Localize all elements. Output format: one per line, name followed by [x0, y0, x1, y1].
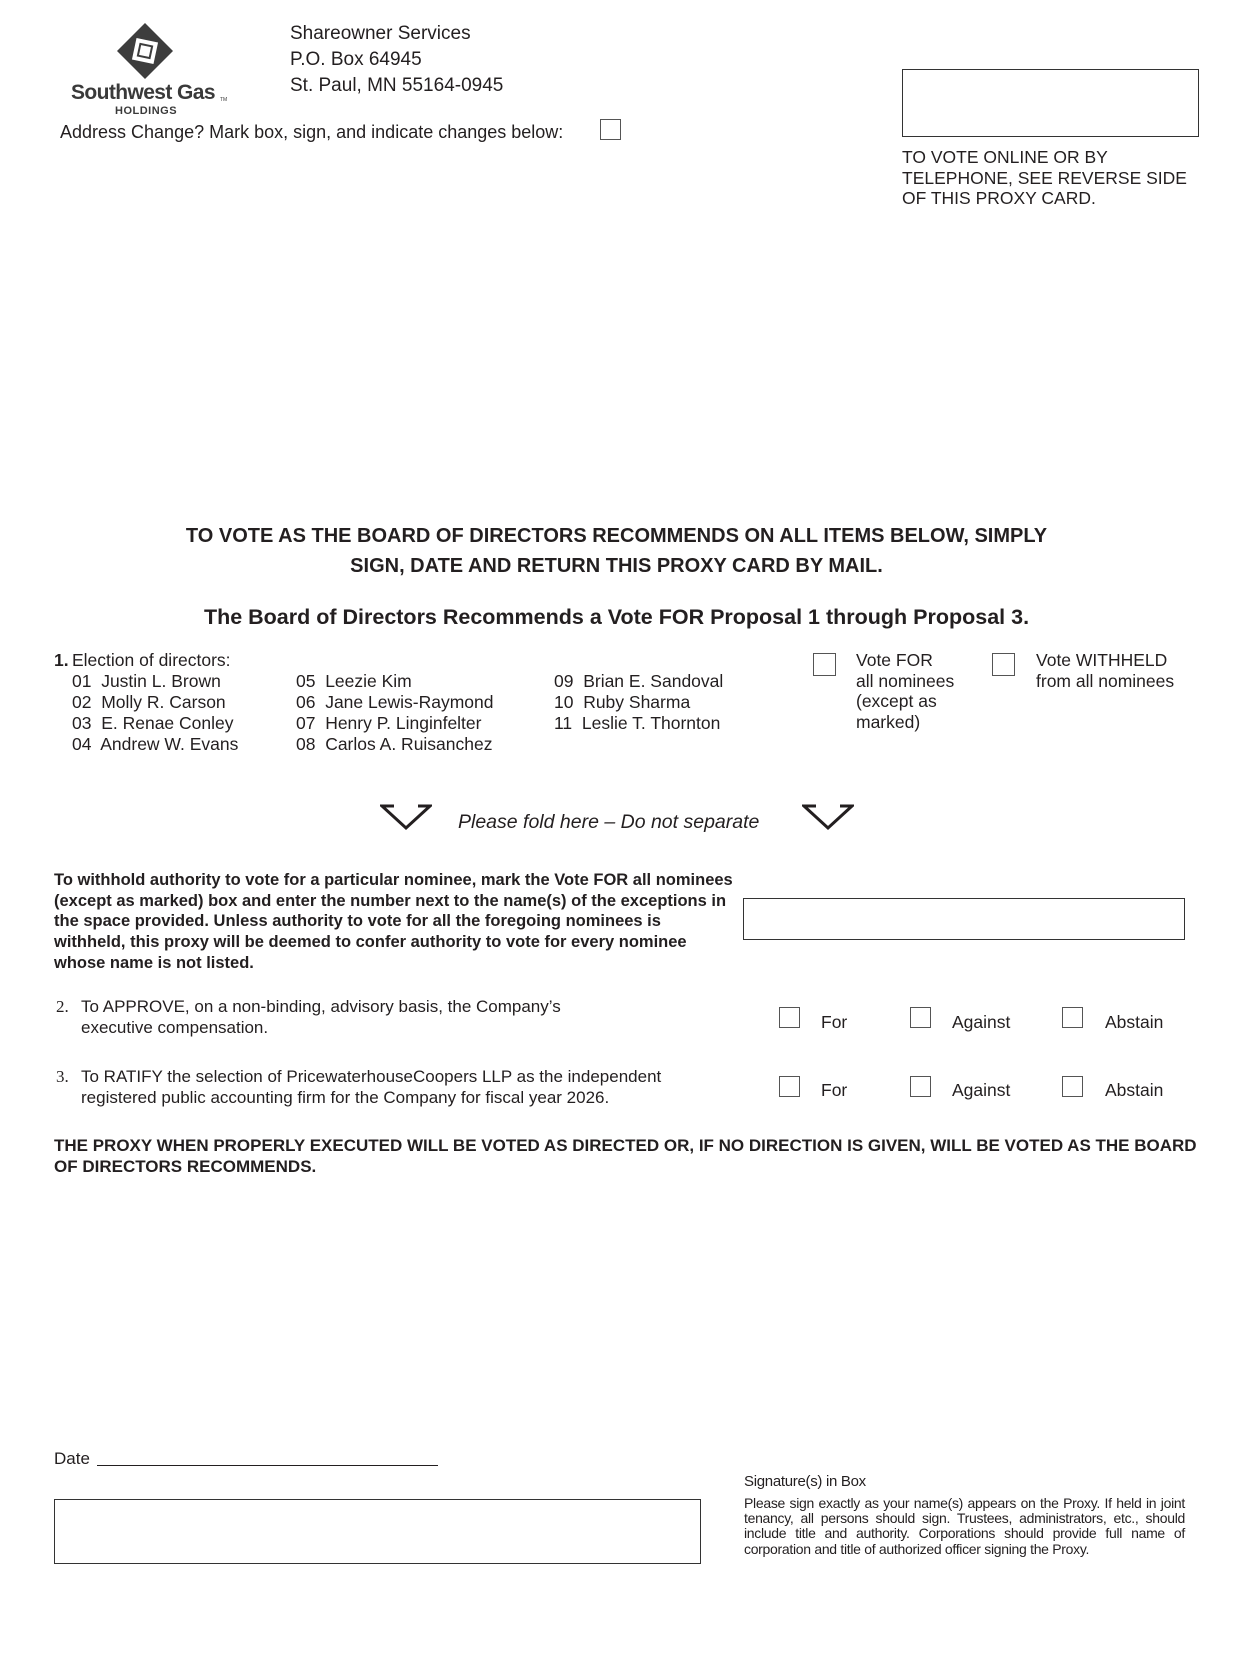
proposal-2-line-1: To APPROVE, on a non-binding, advisory basis, the Company’s [81, 997, 561, 1016]
nominee-10: 10 Ruby Sharma [554, 692, 691, 712]
logo-name: Southwest Gas [71, 81, 215, 104]
vote-withheld-label [1036, 650, 1174, 691]
company-logo [60, 20, 230, 120]
address-line-1: Shareowner Services [290, 23, 471, 44]
proposal-3-for-label: For [821, 1080, 848, 1100]
vote-for-line-4: marked) [856, 712, 921, 733]
proposal-3-number: 3. [56, 1067, 69, 1086]
vote-withheld-line-1: Vote WITHHELD [1036, 650, 1168, 670]
diamond-logo-icon [116, 22, 174, 80]
proposal-3-line-1: To RATIFY the selection of PricewaterhouseCoopers LLP as the independent [81, 1067, 662, 1086]
proposal-2-abstain-checkbox[interactable] [1062, 1007, 1083, 1028]
account-info-box [902, 69, 1199, 137]
withhold-instructions: To withhold authority to vote for a particular nominee, mark the Vote FOR all nominees (except as marked) box and enter the number next to the name(s) of the exceptions in the space provided. Unless authority to vote for all the foregoing nominees is withheld, this proxy will be deemed to confer authority to vote for every nominee whose name is not listed. [54, 871, 733, 972]
signature-label: Signature(s) in Box [744, 1473, 866, 1490]
vote-for-line-3: (except as [856, 691, 937, 712]
logo-holdings: HOLDINGS [115, 105, 178, 117]
fold-instruction: Please fold here – Do not separate [458, 811, 760, 833]
date-input-line[interactable] [97, 1465, 438, 1466]
nominee-03: 03 E. Renae Conley [72, 713, 234, 733]
nominee-11: 11 Leslie T. Thornton [554, 713, 721, 733]
proposal-3-line-2: registered public accounting firm for the Company for fiscal year 2026. [81, 1087, 610, 1107]
proposal-2-against-label: Against [952, 1012, 1011, 1032]
address-line-2: P.O. Box 64945 [290, 49, 422, 70]
proposal-2-line-2: executive compensation. [81, 1017, 269, 1037]
signature-instructions: Please sign exactly as your name(s) appears on the Proxy. If held in joint tenancy, all persons should sign. Trustees, administrators, etc., should include title and authority. Corporations should provide full name of corporation and title of authorized officer signing the Proxy. [744, 1495, 1185, 1557]
proposal-2-number: 2. [56, 997, 69, 1016]
date-label: Date [54, 1449, 90, 1468]
logo-tm: TM [220, 97, 228, 103]
proposal-3-abstain-checkbox[interactable] [1062, 1076, 1083, 1097]
nominee-01: 01 Justin L. Brown [72, 671, 221, 691]
vote-for-line-1: Vote FOR [856, 650, 933, 670]
nominee-09: 09 Brian E. Sandoval [554, 671, 724, 691]
address-change-checkbox[interactable] [600, 119, 621, 140]
nominee-02: 02 Molly R. Carson [72, 692, 226, 712]
headline-line-1: TO VOTE AS THE BOARD OF DIRECTORS RECOMMENDS ON ALL ITEMS BELOW, SIMPLY [185, 525, 1048, 547]
vote-withheld-checkbox[interactable] [992, 653, 1015, 676]
final-notice: THE PROXY WHEN PROPERLY EXECUTED WILL BE VOTED AS DIRECTED OR, IF NO DIRECTION IS GIVEN, WILL BE VOTED AS THE BOARD OF DIRECTORS RECOMMENDS. [54, 1136, 1197, 1176]
board-recommendation: The Board of Directors Recommends a Vote FOR Proposal 1 through Proposal 3. [203, 605, 1030, 629]
nominee-04: 04 Andrew W. Evans [72, 734, 239, 754]
proposal-3-text [81, 1067, 661, 1108]
proposal-3-against-checkbox[interactable] [910, 1076, 931, 1097]
fold-arrow-right-icon [802, 803, 854, 831]
proposal-3-abstain-label: Abstain [1105, 1080, 1164, 1100]
proposal-3-against-label: Against [952, 1080, 1011, 1100]
nominee-08: 08 Carlos A. Ruisanchez [296, 734, 493, 754]
address-change-label: Address Change? Mark box, sign, and indicate changes below: [60, 122, 564, 142]
fold-arrow-left-icon [380, 803, 432, 831]
vote-for-line-2: all nominees [856, 670, 955, 691]
nominee-05: 05 Leezie Kim [296, 671, 412, 691]
address-line-3: St. Paul, MN 55164-0945 [290, 75, 504, 96]
vote-for-all-checkbox[interactable] [813, 653, 836, 676]
proposal-1-title: Election of directors: [72, 650, 231, 670]
proposal-2-against-checkbox[interactable] [910, 1007, 931, 1028]
nominee-06: 06 Jane Lewis-Raymond [296, 692, 494, 712]
proposal-2-text [81, 997, 561, 1038]
proposal-2-abstain-label: Abstain [1105, 1012, 1164, 1032]
online-vote-notice: TO VOTE ONLINE OR BY TELEPHONE, SEE REVERSE SIDE OF THIS PROXY CARD. [902, 147, 1187, 208]
headline-line-2: SIGN, DATE AND RETURN THIS PROXY CARD BY MAIL. [350, 555, 883, 577]
proposal-2-for-checkbox[interactable] [779, 1007, 800, 1028]
exceptions-input[interactable] [743, 898, 1185, 940]
signature-box[interactable] [54, 1499, 701, 1564]
nominee-07: 07 Henry P. Linginfelter [296, 713, 482, 733]
proposal-1-number: 1. [54, 650, 69, 670]
vote-withheld-line-2: from all nominees [1036, 670, 1175, 691]
proposal-2-for-label: For [821, 1012, 848, 1032]
proposal-3-for-checkbox[interactable] [779, 1076, 800, 1097]
vote-for-all-label [856, 650, 954, 733]
